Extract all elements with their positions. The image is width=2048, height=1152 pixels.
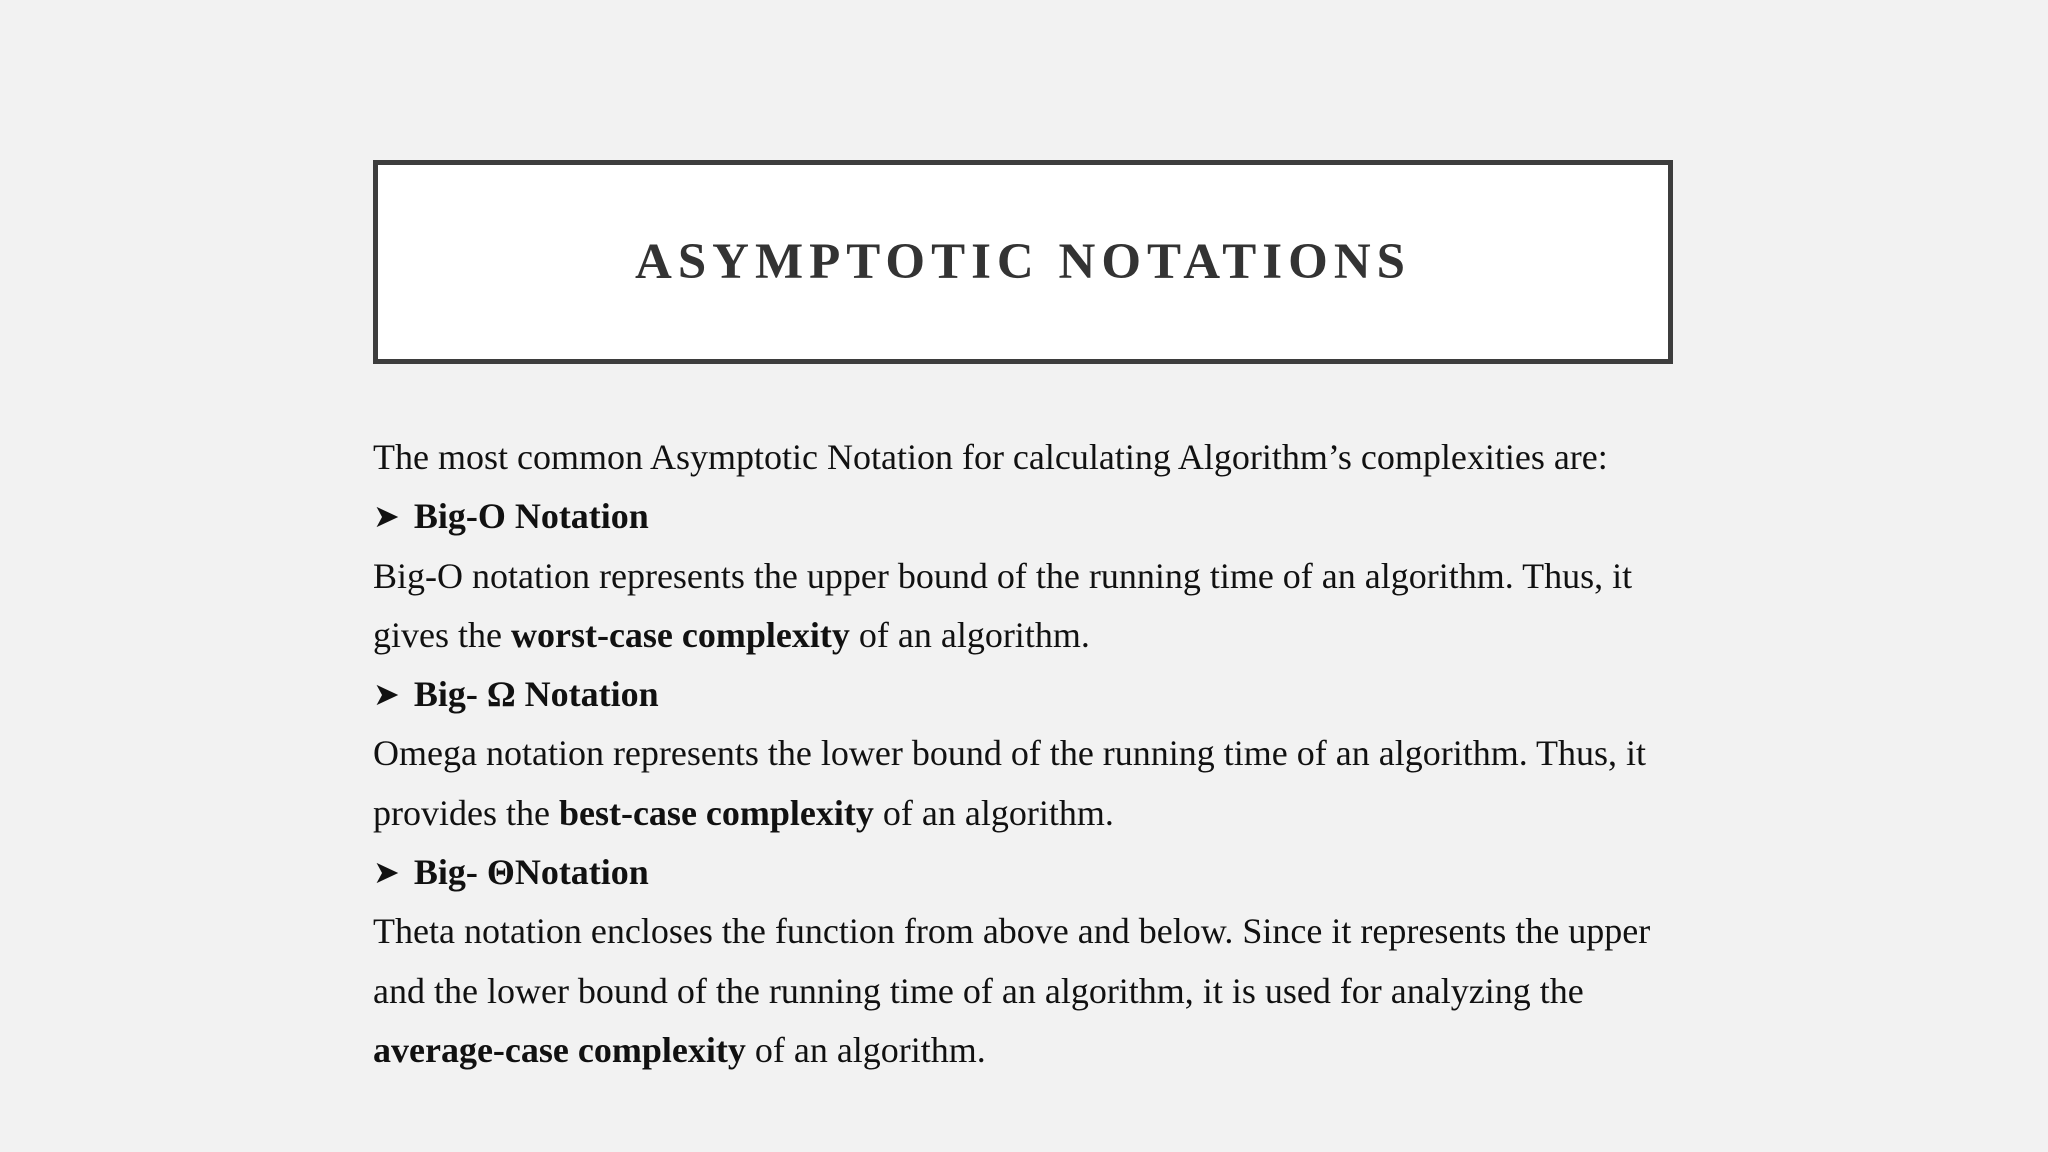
arrowhead-bullet-icon: ➤	[373, 675, 400, 714]
arrowhead-bullet-icon: ➤	[373, 497, 400, 536]
arrowhead-bullet-icon: ➤	[373, 853, 400, 892]
heading-label: Big- ΘNotation	[413, 852, 649, 893]
text-span: provides the	[373, 792, 559, 833]
text-span: of an algorithm.	[873, 792, 1114, 833]
section-text-line	[373, 606, 1683, 665]
slide-title: ASYMPTOTIC NOTATIONS	[634, 234, 1412, 290]
text-span: of an algorithm.	[745, 1029, 986, 1070]
intro-text: The most common Asymptotic Notation for calculating Algorithm’s complexities are:	[373, 437, 1608, 477]
heading-label: Big- Ω Notation	[413, 674, 659, 715]
section-text-line: Omega notation represents the lower bound of the running time of an algorithm. Thus, it	[373, 733, 1647, 774]
section-heading-big-o	[373, 487, 1683, 546]
section-heading-big-omega	[373, 665, 1683, 724]
section-text-line	[373, 784, 1683, 843]
section-text-line: and the lower bound of the running time of an algorithm, it is used for analyzing the	[373, 970, 1584, 1011]
text-span: gives the	[373, 614, 511, 655]
heading-label: Big-O Notation	[413, 496, 649, 537]
section-text-line	[373, 1021, 1683, 1080]
text-span: of an algorithm.	[849, 614, 1090, 655]
bold-term: best-case complexity	[558, 792, 874, 833]
section-text-line: Theta notation encloses the function from above and below. Since it represents the upper	[373, 911, 1651, 952]
bold-term: worst-case complexity	[510, 614, 850, 655]
section-heading-big-theta	[373, 843, 1683, 902]
title-box	[373, 160, 1673, 364]
section-text-line: Big-O notation represents the upper bound of the running time of an algorithm. Thus, it	[373, 555, 1633, 596]
bold-term: average-case complexity	[373, 1029, 746, 1070]
slide-body	[373, 428, 1683, 1080]
